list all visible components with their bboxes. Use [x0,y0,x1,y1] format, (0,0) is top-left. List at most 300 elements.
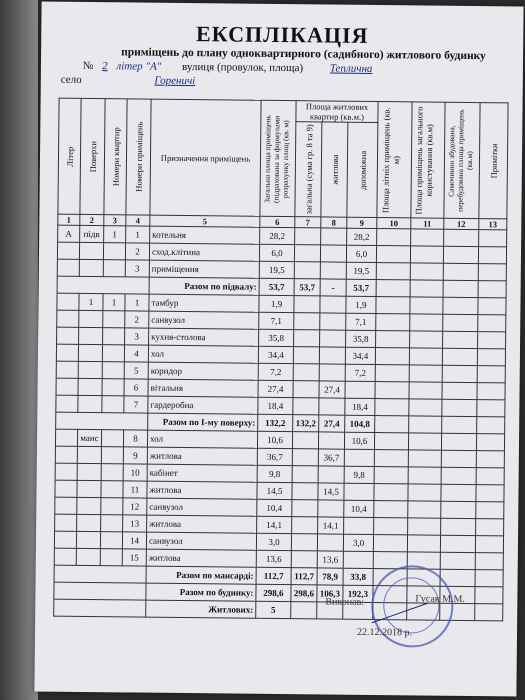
cell-empty [440,552,475,569]
village-line [61,74,511,91]
cell-empty [375,416,409,433]
cell-sum: 53,7 [294,279,320,296]
cell-aux [344,517,374,534]
cell-total: 7,2 [258,363,293,380]
header-living: житлова [321,122,348,217]
explication-table [53,98,508,622]
cell-living [317,534,343,551]
cell-room: 15 [122,549,146,566]
cell-purpose: Разом по будинку: [146,583,256,601]
cell-room: 2 [125,243,149,260]
cell-empty [477,349,505,366]
cell-floor [79,310,103,327]
cell-liter [55,480,77,497]
cell-room: 7 [124,396,148,413]
cell-empty [408,518,441,535]
cell-empty [475,570,503,587]
cell-empty [441,433,476,450]
cell-empty [407,535,440,552]
cell-purpose: житлова [147,515,257,533]
cell-purpose: санвузол [147,498,257,516]
cell-empty [410,280,443,297]
document-subtitle: приміщень до плану одноквартирного (садибного) житлового будинку [121,46,486,63]
cell-total: 10,4 [257,499,292,516]
cell-aux: 34,4 [345,347,375,364]
cell-room: 1 [125,294,149,311]
cell-purpose: Разом по мансарді: [146,566,256,584]
cell-purpose: санвузол [146,532,256,550]
street-value: Теплична [329,62,373,75]
cell-room: 1 [126,226,150,243]
cell-empty [442,399,477,416]
cell-purpose: котельня [150,226,260,244]
cell-liter [57,310,79,327]
cell-empty [443,263,478,280]
cell-empty [443,280,478,297]
cell-floor [77,514,101,531]
cell-aux: 19,5 [346,262,376,279]
cell-empty [441,450,476,467]
cell-empty [476,502,504,519]
cell-empty [478,298,506,315]
cell-liter [56,378,78,395]
cell-empty [477,417,505,434]
liter-label: літер "А" [116,60,162,73]
cell-aux [344,449,374,466]
column-number: 9 [347,217,377,228]
header-summer-area: Площа літніх приміщень (кв. м) [377,102,412,218]
cell-empty [441,484,476,501]
cell-apt: 1 [104,226,126,243]
cell-room: 4 [124,345,148,362]
cell-liter [56,344,78,361]
cell-empty [374,467,408,484]
cell-empty [476,485,504,502]
cell-aux: 33,8 [343,568,373,585]
cell-living [320,330,346,347]
cell-empty [409,365,442,382]
header-apartment-number: Номери квартир [104,99,127,215]
cell-total: 298,6 [256,584,291,601]
cell-empty [409,348,442,365]
cell-room: 3 [125,260,149,277]
cell-sum [291,602,317,619]
cell-total: 14,5 [257,482,292,499]
cell-total: 10,6 [257,431,292,448]
cell-aux: 6,0 [346,245,376,262]
cell-purpose: санвузол [149,311,259,329]
cell-aux: 7,1 [346,313,376,330]
cell-total: 112,7 [256,567,291,584]
cell-purpose: гардеробна [148,396,258,414]
cell-empty [440,535,475,552]
cell-aux: 3,0 [343,534,373,551]
cell-empty [375,382,409,399]
cell-floor [79,327,103,344]
cell-liter [56,395,78,412]
cell-living: 13,6 [317,551,343,568]
cell-aux: 35,8 [346,330,376,347]
cell-floor [77,463,101,480]
cell-aux [343,551,373,568]
background-edge [0,0,38,700]
header-total-area: Загальна площа приміщень (підрахована за формулами розрахунку площ (кв. м) [260,100,296,216]
cell-floor [77,480,101,497]
cell-liter [56,361,78,378]
cell-empty [477,383,505,400]
cell-empty [478,332,506,349]
column-number: 1 [58,214,80,225]
cell-purpose: вітальня [148,379,258,397]
table-body [54,225,507,621]
cell-total: 27,4 [258,380,293,397]
cell-purpose: Житлових: [146,600,256,618]
cell-empty [409,416,442,433]
cell-room: 10 [123,464,147,481]
cell-empty [442,365,477,382]
cell-purpose: Разом по І-му поверху: [148,413,258,431]
cell-floor: підв [80,225,104,242]
cell-living: - [320,279,346,296]
header-auxiliary: допоміжна [347,123,378,218]
cell-sum [292,483,318,500]
number-label: № [82,59,94,73]
column-number: 8 [321,217,347,228]
cell-sum [292,449,318,466]
cell-empty [374,518,408,535]
cell-room: 3 [125,328,149,345]
cell-living [319,364,345,381]
cell-sum [291,534,317,551]
cell-room: 9 [123,447,147,464]
column-number: 2 [80,214,104,225]
cell-empty [442,382,477,399]
cell-total: 19,5 [259,261,294,278]
header-purpose: Призначення приміщень [150,99,261,216]
cell-empty [443,331,478,348]
cell-sum [293,398,319,415]
column-number: 13 [479,219,507,230]
cell-total: 13,6 [256,550,291,567]
cell-total: 35,8 [259,329,294,346]
cell-floor [78,378,102,395]
village-label: село [60,73,82,86]
cell-empty [376,297,410,314]
cell-empty [442,348,477,365]
street-label: вулиця (провулок, площа) [182,60,304,75]
cell-apt [101,447,123,464]
column-number: 6 [260,216,295,227]
cell-purpose: сход.клітина [149,243,259,261]
column-number: 5 [150,215,260,227]
cell-living [321,228,347,245]
document-date: 22.12.2018 р. [356,626,413,639]
cell-empty [374,433,408,450]
cell-apt [102,379,124,396]
cell-empty [376,331,410,348]
cell-empty [477,400,505,417]
cell-sum: 112,7 [291,568,317,585]
cell-liter [55,446,77,463]
cell-empty [477,366,505,383]
cell-liter [57,259,79,276]
cell-floor [76,548,100,565]
cell-empty [476,451,504,468]
cell-empty [443,246,478,263]
cell-empty [408,501,441,518]
document-page [34,1,523,696]
column-number: 3 [104,215,126,226]
cell-empty [475,587,503,604]
cell-purpose: житлова [147,447,257,465]
cell-floor: 1 [79,293,103,310]
cell-total: 34,4 [258,346,293,363]
cell-room: 14 [122,532,146,549]
cell-purpose: Разом по підвалу: [149,277,259,295]
village-value: Гореничі [154,74,196,88]
cell-empty [54,582,146,600]
cell-sum [294,330,320,347]
cell-apt: 1 [103,294,125,311]
cell-aux: 192,3 [343,585,373,602]
cell-room: 2 [125,311,149,328]
cell-apt [101,481,123,498]
cell-total: 1,9 [259,295,294,312]
cell-aux: 7,2 [345,364,375,381]
cell-empty [476,519,504,536]
cell-living: 14,5 [318,483,344,500]
cell-total: 9,8 [257,465,292,482]
cell-living [318,466,344,483]
cell-empty [409,399,442,416]
cell-room: 12 [123,498,147,515]
header-notes: Примітки [479,103,508,219]
cell-apt [102,396,124,413]
cell-living [320,296,346,313]
cell-empty [478,281,506,298]
cell-sum [294,262,320,279]
cell-purpose: житлова [146,549,256,567]
cell-apt [100,549,122,566]
cell-empty [375,365,409,382]
cell-living: 36,7 [318,449,344,466]
cell-apt [103,328,125,345]
header-unauthorized-area: Самочинно збудована, перебудована площа приміщень (кв.м) [444,102,480,218]
cell-living [320,313,346,330]
cell-empty [54,565,146,583]
cell-liter [54,548,76,565]
column-number: 12 [444,218,479,229]
cell-living [320,262,346,279]
cell-room: 5 [124,362,148,379]
cell-liter [57,293,79,310]
cell-empty [479,230,507,247]
cell-purpose: хол [147,430,257,448]
cell-sum [292,500,318,517]
cell-empty [374,501,408,518]
cell-sum [293,364,319,381]
cell-empty [375,348,409,365]
cell-empty [410,297,443,314]
cell-floor [76,531,100,548]
cell-purpose: житлова [147,481,257,499]
cell-aux: 10,4 [344,500,374,517]
header-liter: Літер [58,98,81,214]
cell-empty [408,450,441,467]
cell-liter: А [58,225,80,242]
cell-floor: манс [77,429,101,446]
header-living-area-group: Площа житлових квартир (кв.м.) [296,101,378,123]
cell-total: 132,2 [258,414,293,431]
document-title: ЕКСПЛІКАЦІЯ [195,21,369,48]
header-floors: Поверхи [80,98,105,214]
cell-liter [55,463,77,480]
header-common-area: Площа приміщень загального користування (кв.м) [411,102,445,218]
cell-aux: 104,8 [345,415,375,432]
cell-empty [475,536,503,553]
cell-apt [100,532,122,549]
cell-apt [101,464,123,481]
cell-aux: 53,7 [346,279,376,296]
cell-room: 8 [123,430,147,447]
cell-empty [476,434,504,451]
cell-total: 6,0 [259,244,294,261]
cell-liter [55,514,77,531]
header-total-sum: загальна (сума гр. 8 та 9) [295,122,322,217]
cell-sum: 132,2 [293,415,319,432]
cell-sum: 298,6 [291,585,317,602]
cell-empty [374,450,408,467]
column-number: 11 [411,218,444,229]
cell-total: 7,1 [259,312,294,329]
cell-floor [79,242,103,259]
cell-empty [476,468,504,485]
column-number: 10 [377,218,411,229]
cell-living [319,398,345,415]
cell-empty [441,467,476,484]
cell-empty [376,246,410,263]
cell-sum [293,381,319,398]
cell-empty [56,412,148,430]
cell-sum [291,551,317,568]
cell-sum [292,432,318,449]
cell-total: 5 [256,601,291,618]
cell-empty [408,484,441,501]
cell-sum [294,313,320,330]
cell-living: 78,9 [317,568,343,585]
cell-floor [77,446,101,463]
cell-purpose: хол [148,345,258,363]
cell-sum [294,296,320,313]
cell-purpose: кухня-столова [149,328,259,346]
cell-sum [293,347,319,364]
cell-liter [55,497,77,514]
cell-total: 18,4 [258,397,293,414]
cell-apt [102,345,124,362]
cell-empty [408,467,441,484]
cell-living [319,347,345,364]
cell-empty [374,484,408,501]
cell-empty [441,518,476,535]
cell-living: 106,3 [317,585,343,602]
cell-floor [77,497,101,514]
cell-floor [78,395,102,412]
cell-total: 28,2 [260,227,295,244]
header-room-number: Номери приміщень [126,99,151,215]
cell-purpose: кабінет [147,464,257,482]
cell-aux: 1,9 [346,296,376,313]
cell-empty [478,264,506,281]
cell-empty [443,314,478,331]
cell-purpose: коридор [148,362,258,380]
cell-empty [57,276,149,294]
cell-total: 14,1 [257,516,292,533]
cell-aux: 18,4 [345,398,375,415]
cell-aux: 28,2 [347,228,377,245]
cell-sum [292,517,318,534]
cell-room: 6 [124,379,148,396]
cell-aux [344,483,374,500]
cell-liter [57,327,79,344]
cell-empty [376,314,410,331]
cell-empty [410,314,443,331]
cell-empty [410,331,443,348]
cell-empty [377,229,411,246]
cell-apt [101,515,123,532]
cell-aux: 9,8 [344,466,374,483]
cell-living: 27,4 [319,415,345,432]
cell-sum [292,466,318,483]
cell-apt [102,362,124,379]
cell-empty [444,229,479,246]
cell-empty [409,382,442,399]
cell-empty [475,604,503,621]
column-number: 7 [295,217,321,228]
cell-sum [295,228,321,245]
cell-liter [57,242,79,259]
cell-empty [376,263,410,280]
cell-empty [443,297,478,314]
executor-label: Виконав: [325,596,365,608]
cell-sum [294,245,320,262]
cell-empty [475,553,503,570]
cell-liter [54,531,76,548]
cell-apt [103,243,125,260]
cell-empty [375,399,409,416]
cell-total: 53,7 [259,278,294,295]
number-value: 2 [102,60,108,73]
cell-apt [103,311,125,328]
cell-living [320,245,346,262]
cell-empty [411,229,444,246]
cell-apt [101,430,123,447]
cell-total: 3,0 [256,533,291,550]
cell-living [318,500,344,517]
cell-living [318,432,344,449]
cell-empty [441,501,476,518]
cell-aux: 10,6 [344,432,374,449]
cell-floor [78,344,102,361]
cell-empty [442,416,477,433]
cell-total: 36,7 [257,448,292,465]
cell-apt [103,260,125,277]
cell-empty [408,433,441,450]
cell-liter [55,429,77,446]
cell-purpose: тамбур [149,294,259,312]
cell-purpose: приміщення [149,260,259,278]
cell-empty [376,280,410,297]
column-number: 4 [126,215,150,226]
